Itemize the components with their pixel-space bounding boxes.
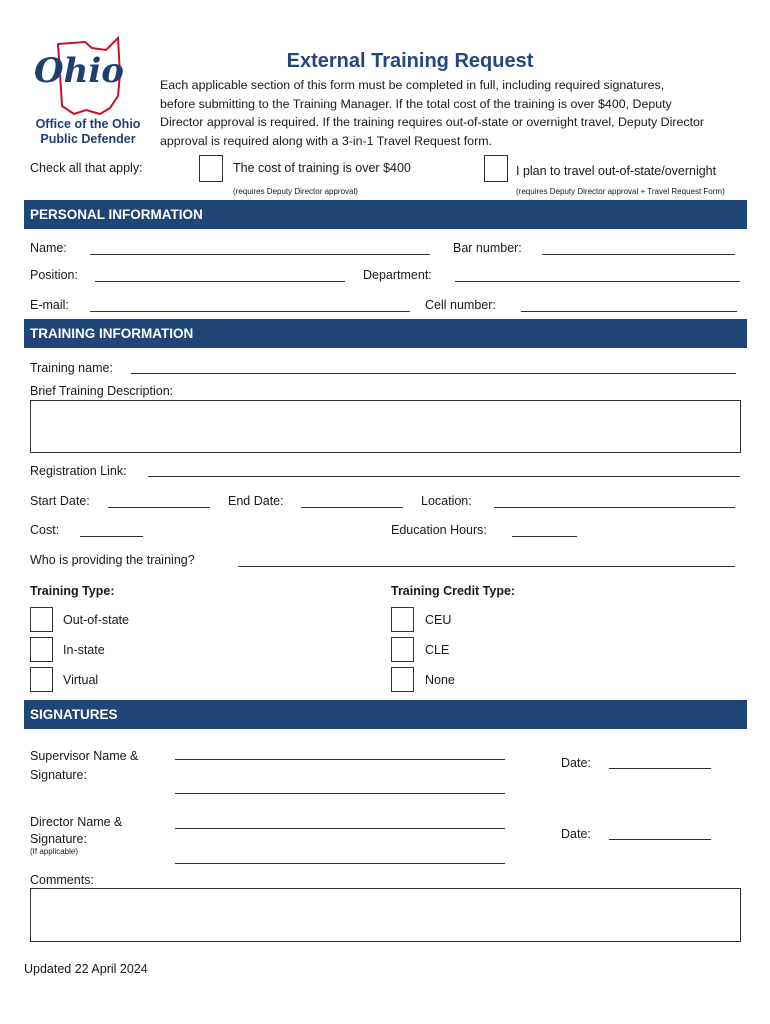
signatures-heading: SIGNATURES: [24, 700, 747, 729]
name-label: Name:: [30, 241, 67, 255]
org-name-line1: Office of the Ohio: [35, 117, 141, 131]
intro-line: before submitting to the Training Manager. If the total cost of the training is over $400, Deputy: [160, 96, 672, 111]
cost-label: Cost:: [30, 523, 60, 537]
director-label-line2: Signature:: [30, 832, 87, 846]
position-label: Position:: [30, 268, 78, 282]
supervisor-name-field[interactable]: [175, 759, 505, 760]
bar-number-label: Bar number:: [453, 241, 522, 255]
credit-type-heading: Training Credit Type:: [391, 584, 516, 598]
travel-label: I plan to travel out-of-state/overnight: [516, 164, 717, 178]
director-date-label: Date:: [561, 827, 591, 841]
intro-line: Director approval is required. If the training requires out-of-state or overnight travel, Deputy Director: [160, 115, 705, 129]
director-label-line1: Director Name &: [30, 815, 123, 829]
position-field[interactable]: [95, 281, 345, 282]
cost-field[interactable]: [80, 536, 143, 537]
travel-checkbox[interactable]: [484, 155, 508, 182]
cell-number-field[interactable]: [521, 311, 737, 312]
supervisor-signature-field[interactable]: [175, 793, 505, 794]
name-field[interactable]: [90, 254, 430, 255]
in-state-checkbox[interactable]: [30, 637, 53, 662]
check-all-label: Check all that apply:: [30, 161, 143, 175]
start-date-label: Start Date:: [30, 494, 90, 508]
comments-textarea[interactable]: [30, 888, 741, 942]
director-name-field[interactable]: [175, 828, 505, 829]
org-name: [28, 117, 148, 147]
travel-note: (requires Deputy Director approval + Travel Request Form): [516, 187, 725, 196]
director-label: [30, 814, 122, 848]
department-field[interactable]: [455, 281, 740, 282]
bar-number-field[interactable]: [542, 254, 735, 255]
ceu-checkbox[interactable]: [391, 607, 414, 632]
supervisor-date-field[interactable]: [609, 768, 711, 769]
supervisor-label-line2: Signature:: [30, 768, 87, 782]
out-of-state-checkbox[interactable]: [30, 607, 53, 632]
department-label: Department:: [363, 268, 432, 282]
cost-over-400-checkbox[interactable]: [199, 155, 223, 182]
personal-info-heading: PERSONAL INFORMATION: [24, 200, 747, 229]
registration-link-label: Registration Link:: [30, 464, 127, 478]
virtual-checkbox[interactable]: [30, 667, 53, 692]
supervisor-label-line1: Supervisor Name &: [30, 749, 139, 763]
ohio-state-outline-icon: [30, 34, 150, 119]
location-field[interactable]: [494, 507, 735, 508]
cost-over-400-label: The cost of training is over $400: [233, 161, 411, 175]
out-of-state-label: Out-of-state: [63, 613, 129, 627]
logo-script-text: Ohio: [34, 51, 124, 91]
start-date-field[interactable]: [108, 507, 210, 508]
email-field[interactable]: [90, 311, 410, 312]
cell-number-label: Cell number:: [425, 298, 496, 312]
education-hours-field[interactable]: [512, 536, 577, 537]
education-hours-label: Education Hours:: [391, 523, 487, 537]
virtual-label: Virtual: [63, 673, 99, 687]
intro-line: approval is required along with a 3-in-1 Travel Request form.: [160, 133, 492, 148]
director-note: (If applicable): [30, 847, 79, 856]
provider-label: Who is providing the training?: [30, 553, 195, 567]
none-checkbox[interactable]: [391, 667, 414, 692]
provider-field[interactable]: [238, 566, 735, 567]
end-date-field[interactable]: [301, 507, 403, 508]
supervisor-label: [30, 747, 138, 785]
supervisor-date-label: Date:: [561, 756, 591, 770]
in-state-label: In-state: [63, 643, 105, 657]
comments-label: Comments:: [30, 873, 94, 887]
description-textarea[interactable]: [30, 400, 741, 453]
org-name-line2: Public Defender: [40, 132, 136, 146]
training-name-label: Training name:: [30, 361, 113, 375]
end-date-label: End Date:: [228, 494, 284, 508]
director-date-field[interactable]: [609, 839, 711, 840]
none-label: None: [425, 673, 455, 687]
intro-line: Each applicable section of this form must be completed in full, including required signatures,: [160, 78, 665, 92]
description-label: Brief Training Description:: [30, 384, 174, 398]
training-info-heading: TRAINING INFORMATION: [24, 319, 747, 348]
cle-checkbox[interactable]: [391, 637, 414, 662]
email-label: E-mail:: [30, 298, 69, 312]
registration-link-field[interactable]: [148, 476, 740, 477]
training-type-heading: Training Type:: [30, 584, 115, 598]
location-label: Location:: [421, 494, 472, 508]
intro-text: [160, 76, 755, 150]
training-name-field[interactable]: [131, 373, 736, 374]
cost-over-400-note: (requires Deputy Director approval): [233, 187, 358, 196]
cle-label: CLE: [425, 643, 450, 657]
form-title: External Training Request: [286, 50, 534, 72]
ceu-label: CEU: [425, 613, 452, 627]
updated-date: Updated 22 April 2024: [24, 962, 148, 976]
director-signature-field[interactable]: [175, 863, 505, 864]
